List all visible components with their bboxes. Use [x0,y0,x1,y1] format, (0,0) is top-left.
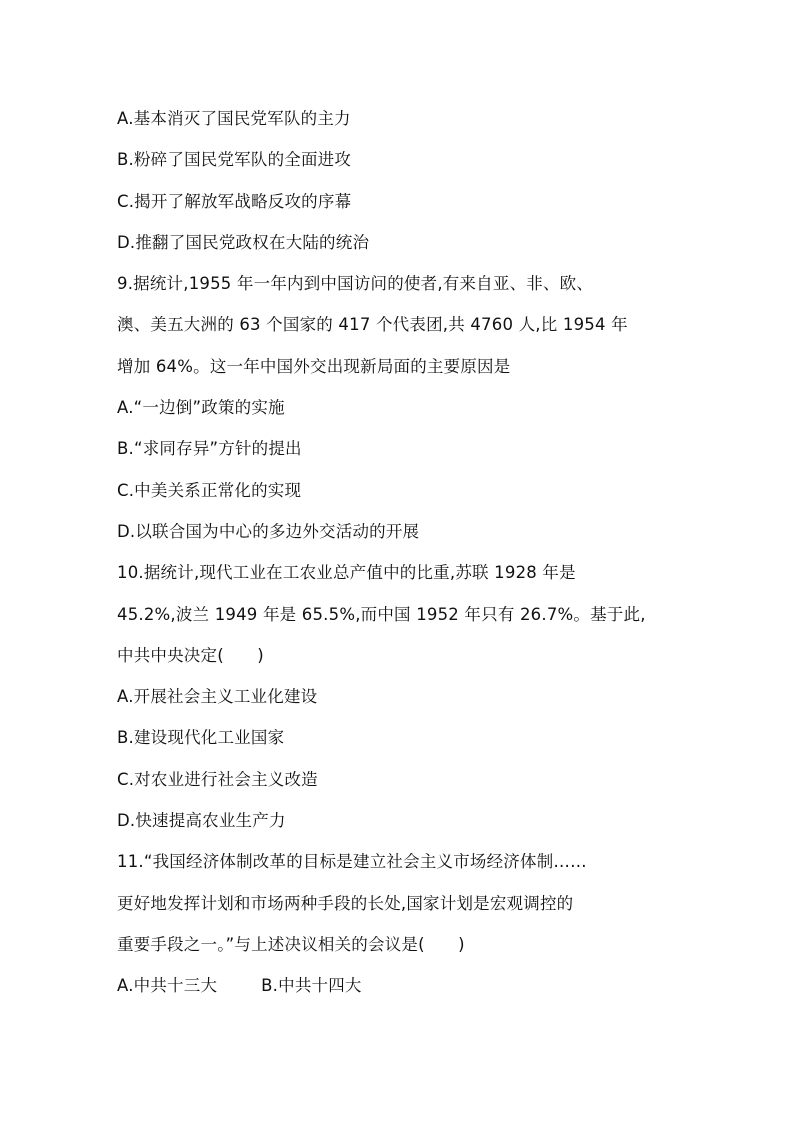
q10-stem-line-2: 45.2%,波兰 1949 年是 65.5%,而中国 1952 年只有 26.7%。基于此, [117,604,646,624]
q9-stem-line-1: 9.据统计,1955 年一年内到中国访问的使者,有来自亚、非、欧、 [117,274,594,294]
q9-stem-line-2: 澳、美五大洲的 63 个国家的 417 个代表团,共 4760 人,比 1954 年 [117,315,628,335]
q11-stem-line-2: 更好地发挥计划和市场两种手段的长处,国家计划是宏观调控的 [117,893,574,913]
q9-option-d: D.以联合国为中心的多边外交活动的开展 [117,521,420,541]
q10-option-a: A.开展社会主义工业化建设 [117,687,318,707]
q9-option-a: A.“一边倒”政策的实施 [117,398,285,418]
q10-stem-line-1: 10.据统计,现代工业在工农业总产值中的比重,苏联 1928 年是 [117,563,576,583]
q9-stem-line-3: 增加 64%。这一年中国外交出现新局面的主要原因是 [117,356,511,376]
q11-option-a: A.中共十三大 [117,976,218,996]
q10-option-c: C.对农业进行社会主义改造 [117,769,318,789]
q8-option-a: A.基本消灭了国民党军队的主力 [117,109,351,128]
q10-stem-line-3: 中共中央决定( ) [117,645,264,665]
q8-option-c: C.揭开了解放军战略反攻的序幕 [117,191,352,211]
q11-options-row [117,968,687,1009]
q10-option-d: D.快速提高农业生产力 [117,811,286,831]
document-content [117,101,687,1010]
q8-option-d: D.推翻了国民党政权在大陆的统治 [117,232,370,252]
q11-stem-line-1: 11.“我国经济体制改革的目标是建立社会主义市场经济体制…… [117,852,587,872]
q11-stem-line-3: 重要手段之一。”与上述决议相关的会议是( ) [117,934,465,954]
q8-option-b: B.粉碎了国民党军队的全面进攻 [117,150,352,170]
q10-option-b: B.建设现代化工业国家 [117,728,285,748]
q11-option-b: B.中共十四大 [261,976,362,996]
q9-option-b: B.“求同存异”方针的提出 [117,439,302,459]
q9-option-c: C.中美关系正常化的实现 [117,480,302,500]
